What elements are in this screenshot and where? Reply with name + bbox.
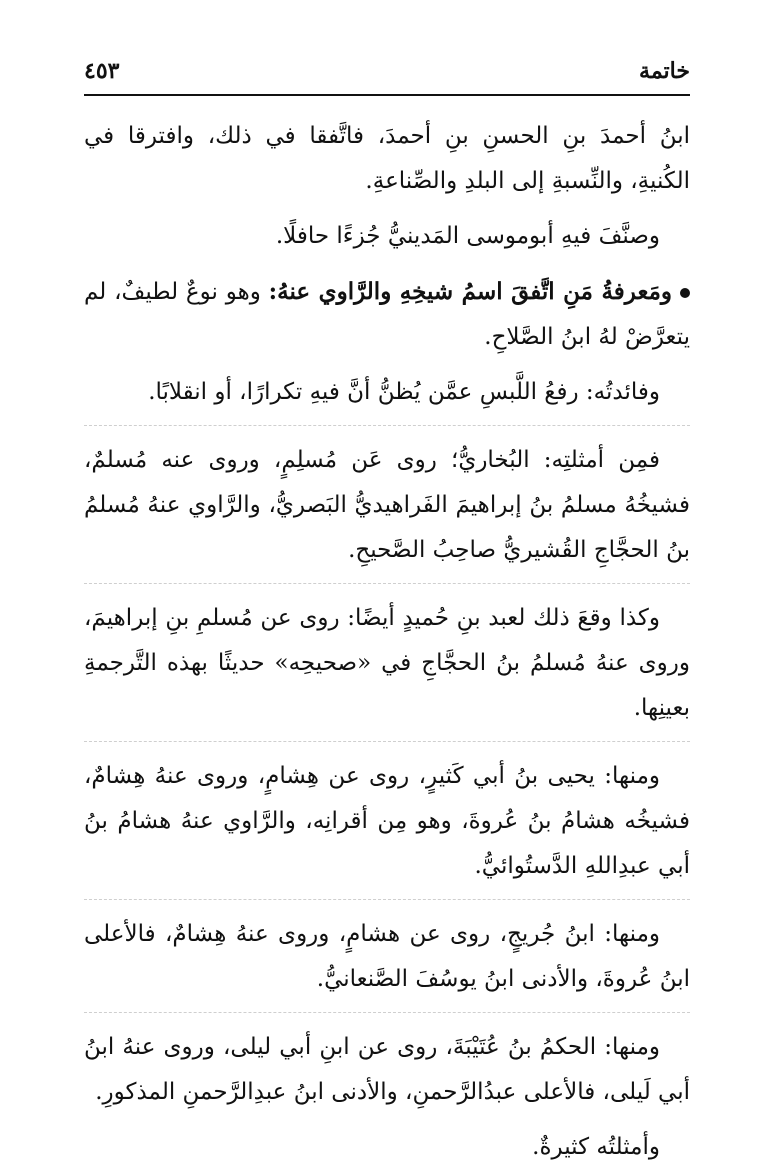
divider <box>84 899 690 900</box>
paragraph-3-text: وهو نوعٌ لطيفٌ، لم يتعرَّضْ لهُ ابنُ الصَّلاحِ. <box>84 279 690 350</box>
paragraph-6: وكذا وقعَ ذلك لعبد بنِ حُميدٍ أيضًا: روى عن مُسلمِ بنِ إبراهيمَ، وروى عنهُ مُسلمُ بنُ الحجَّاجِ في «صحيحِه» حديثًا بهذه التَّرجمةِ بعينِها. <box>84 605 690 721</box>
paragraph-4: وفائدتُه: رفعُ اللَّبسِ عمَّن يُظنُّ أنَّ فيهِ تكرارًا، أو انقلابًا. <box>148 379 660 405</box>
paragraph-10: وأمثلتُه كثيرةٌ. <box>532 1134 660 1160</box>
paragraph-9: ومنها: الحكمُ بنُ عُتَيْبَةَ، روى عن ابنِ أبي ليلى، وروى عنهُ ابنُ أبي لَيلى، فالأعلى عبدُالرَّحمنِ، والأدنى ابنُ عبدِالرَّحمنِ المذكورِ. <box>84 1034 690 1105</box>
paragraph-1: ابنُ أحمدَ بنِ الحسنِ بنِ أحمدَ، فاتَّفقا في ذلك، وافترقا في الكُنيةِ، والنِّسبةِ إلى البلدِ والصِّناعةِ. <box>84 123 690 194</box>
paragraph-3 <box>84 269 690 360</box>
page-body <box>84 96 690 1170</box>
book-page <box>84 48 690 1160</box>
page-number: ٤٥٣ <box>84 58 120 84</box>
divider <box>84 741 690 742</box>
divider <box>84 1012 690 1013</box>
divider <box>84 425 690 426</box>
section-heading: ومَعرفةُ مَنِ اتَّفقَ اسمُ شيخِهِ والرَّاوي عنهُ: <box>268 278 673 305</box>
paragraph-7: ومنها: يحيى بنُ أبي كَثيرٍ، روى عن هِشامٍ، وروى عنهُ هِشامٌ، فشيخُه هشامُ بنُ عُروةَ، وهو مِن أقرانِه، والرَّاوي عنهُ هشامُ بنُ أبي عبدِاللهِ الدَّستُوائيُّ. <box>84 763 690 879</box>
chapter-title: خاتمة <box>639 58 690 84</box>
divider <box>84 583 690 584</box>
bullet-icon <box>680 288 690 298</box>
paragraph-5: فمِن أمثلتِه: البُخاريُّ؛ روى عَن مُسلِمٍ، وروى عنه مُسلمٌ، فشيخُهُ مسلمُ بنُ إبراهيمَ الفَراهيديُّ البَصريُّ، والرَّاوي عنهُ مُسلمُ بنُ الحجَّاجِ القُشيريُّ صاحِبُ الصَّحيحِ. <box>84 447 690 563</box>
paragraph-2: وصنَّفَ فيهِ أبوموسى المَدينيُّ جُزءًا حافلًا. <box>275 223 660 249</box>
page-header <box>84 48 690 96</box>
paragraph-8: ومنها: ابنُ جُريجٍ، روى عن هشامٍ، وروى عنهُ هِشامٌ، فالأعلى ابنُ عُروةَ، والأدنى ابنُ يوسُفَ الصَّنعانيُّ. <box>84 921 690 992</box>
